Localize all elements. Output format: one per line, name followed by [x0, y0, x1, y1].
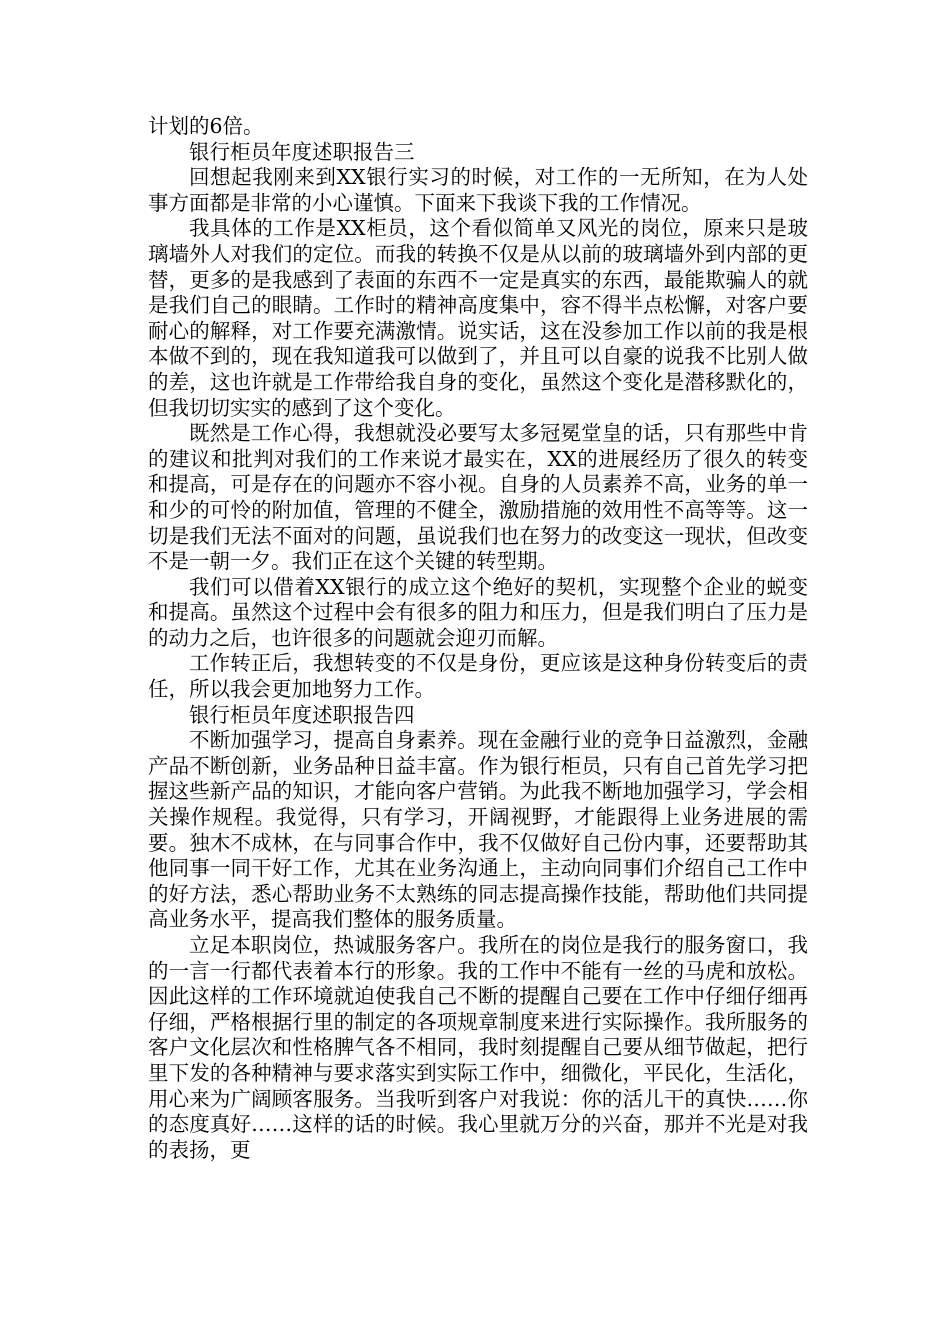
document-page [148, 114, 808, 1163]
paragraph: 我具体的工作是XX柜员，这个看似简单又风光的岗位，原来只是玻璃墙外人对我们的定位。而我的转换不仅是从以前的玻璃墙外到内部的更替，更多的是我感到了表面的东西不一定是真实的东西，最能欺骗人的就是我们自己的眼睛。工作时的精神高度集中，容不得半点松懈，对客户要耐心的解释，对工作要充满激情。说实话，这在没参加工作以前的我是根本做不到的，现在我知道我可以做到了，并且可以自豪的说我不比别人做的差，这也许就是工作带给我自身的变化，虽然这个变化是潜移默化的，但我切切实实的感到了这个变化。 [148, 216, 808, 420]
paragraph: 工作转正后，我想转变的不仅是身份，更应该是这种身份转变后的责任，所以我会更加地努力工作。 [148, 651, 808, 702]
section-heading-report-three: 银行柜员年度述职报告三 [189, 139, 415, 164]
section-heading-report-four: 银行柜员年度述职报告四 [189, 702, 415, 727]
paragraph-continuation: 计划的6倍。 [148, 114, 264, 138]
paragraph: 回想起我刚来到XX银行实习的时候，对工作的一无所知，在为人处事方面都是非常的小心谨慎。下面来下我谈下我的工作情况。 [148, 165, 808, 215]
paragraph: 既然是工作心得，我想就没必要写太多冠冕堂皇的话，只有那些中肯的建议和批判对我们的工作来说才最实在，XX的进展经历了很久的转变和提高，可是存在的问题亦不容小视。自身的人员素养不高，业务的单一和少的可怜的附加值，管理的不健全，激励措施的效用性不高等等。这一切是我们无法不面对的问题，虽说我们也在努力的改变这一现状，但改变不是一朝一夕。我们正在这个关键的转型期。 [148, 421, 808, 574]
paragraph: 我们可以借着XX银行的成立这个绝好的契机，实现整个企业的蜕变和提高。虽然这个过程中会有很多的阻力和压力，但是我们明白了压力是的动力之后，也许很多的问题就会迎刃而解。 [148, 574, 808, 650]
paragraph: 不断加强学习，提高自身素养。现在金融行业的竞争日益激烈，金融产品不断创新，业务品种日益丰富。作为银行柜员，只有自己首先学习把握这些新产品的知识，才能向客户营销。为此我不断地加强学习，学会相关操作规程。我觉得，只有学习，开阔视野，才能跟得上业务进展的需要。独木不成林，在与同事合作中，我不仅做好自己份内事，还要帮助其他同事一同干好工作，尤其在业务沟通上，主动向同事们介绍自己工作中的好方法，悉心帮助业务不太熟练的同志提高操作技能，帮助他们共同提高业务水平，提高我们整体的服务质量。 [148, 728, 808, 932]
paragraph: 立足本职岗位，热诚服务客户。我所在的岗位是我行的服务窗口，我的一言一行都代表着本行的形象。我的工作中不能有一丝的马虎和放松。因此这样的工作环境就迫使我自己不断的提醒自己要在工作中仔细仔细再仔细，严格根据行里的制定的各项规章制度来进行实际操作。我所服务的客户文化层次和性格脾气各不相同，我时刻提醒自己要从细节做起，把行里下发的各种精神与要求落实到实际工作中，细微化，平民化，生活化，用心来为广阔顾客服务。当我听到客户对我说：你的活儿干的真快……你的态度真好……这样的话的时候。我心里就万分的兴奋，那并不光是对我的表扬，更 [148, 933, 808, 1162]
